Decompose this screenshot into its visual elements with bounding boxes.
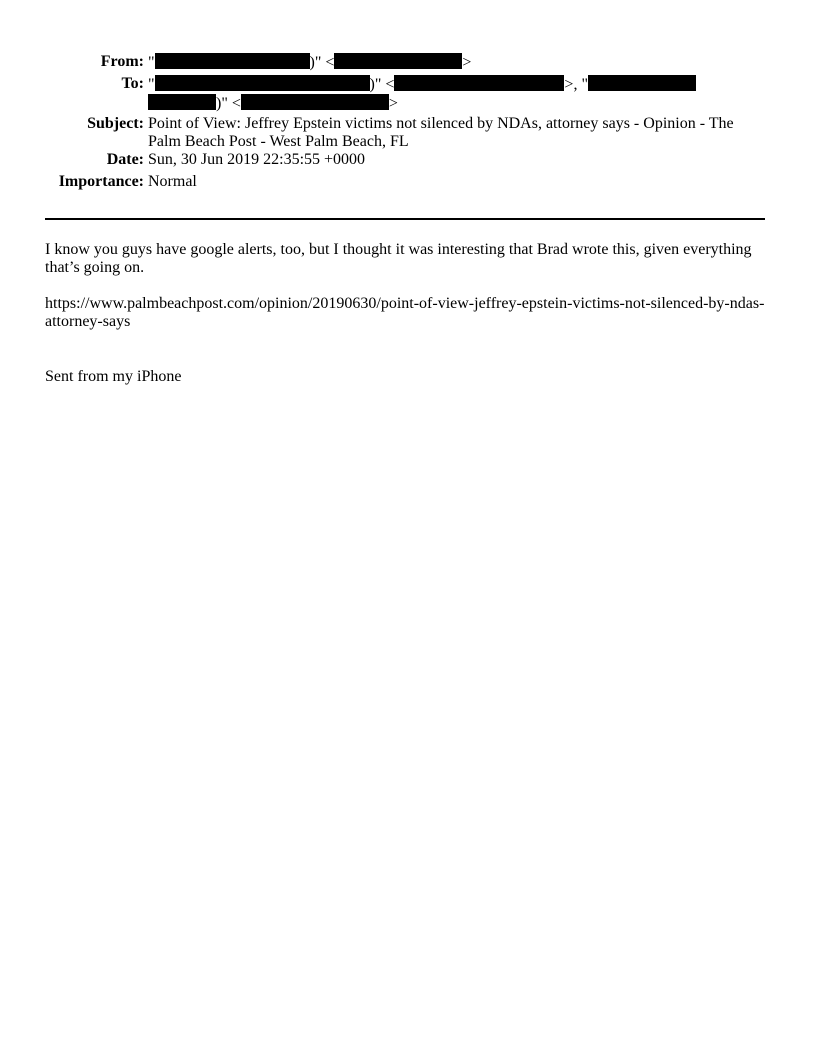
- to-close: >: [388, 95, 398, 112]
- date-label: Date:: [106, 151, 144, 168]
- redacted-from-name: [155, 53, 310, 69]
- importance-row: [0, 173, 816, 191]
- to-separator: >, ": [564, 76, 588, 93]
- subject-row: [0, 115, 816, 151]
- from-value: [148, 53, 768, 72]
- message-paragraph: I know you guys have google alerts, too, but I thought it was interesting that Brad wrote this, given everything that’s going on.: [45, 241, 752, 276]
- message-link[interactable]: https://www.palmbeachpost.com/opinion/20190630/point-of-view-jeffrey-epstein-victims-not-silenced-by-ndas-attorney-says: [45, 295, 765, 330]
- redacted-to-name-2-part1: [588, 75, 696, 91]
- redacted-to-name-2-part2: [148, 94, 216, 110]
- from-label: From:: [100, 53, 144, 70]
- header-divider: [45, 218, 765, 220]
- to-value: [148, 75, 768, 113]
- from-close: >: [462, 54, 472, 71]
- to-quote-open: ": [148, 76, 155, 93]
- date-row: [0, 151, 816, 173]
- from-row: [0, 53, 816, 71]
- subject-label: Subject:: [87, 115, 144, 132]
- redacted-from-email: [334, 53, 462, 69]
- to-quote-close-1: )" <: [369, 76, 395, 93]
- importance-label: Importance:: [58, 173, 144, 190]
- importance-value: Normal: [148, 173, 197, 190]
- to-row: [0, 75, 816, 111]
- to-label: To:: [121, 75, 144, 92]
- signature: Sent from my iPhone: [45, 368, 182, 385]
- redacted-to-email-2: [241, 94, 389, 110]
- from-quote-open: ": [148, 54, 155, 71]
- date-value: Sun, 30 Jun 2019 22:35:55 +0000: [148, 151, 366, 168]
- redacted-to-email-1: [394, 75, 564, 91]
- subject-value: Point of View: Jeffrey Epstein victims not silenced by NDAs, attorney says - Opinion - The Palm Beach Post - West Palm Beach, FL: [148, 115, 734, 150]
- email-header: [0, 53, 816, 190]
- from-quote-close: )" <: [309, 54, 335, 71]
- redacted-to-name-1: [155, 75, 370, 91]
- to-quote-close-2: )" <: [216, 95, 241, 112]
